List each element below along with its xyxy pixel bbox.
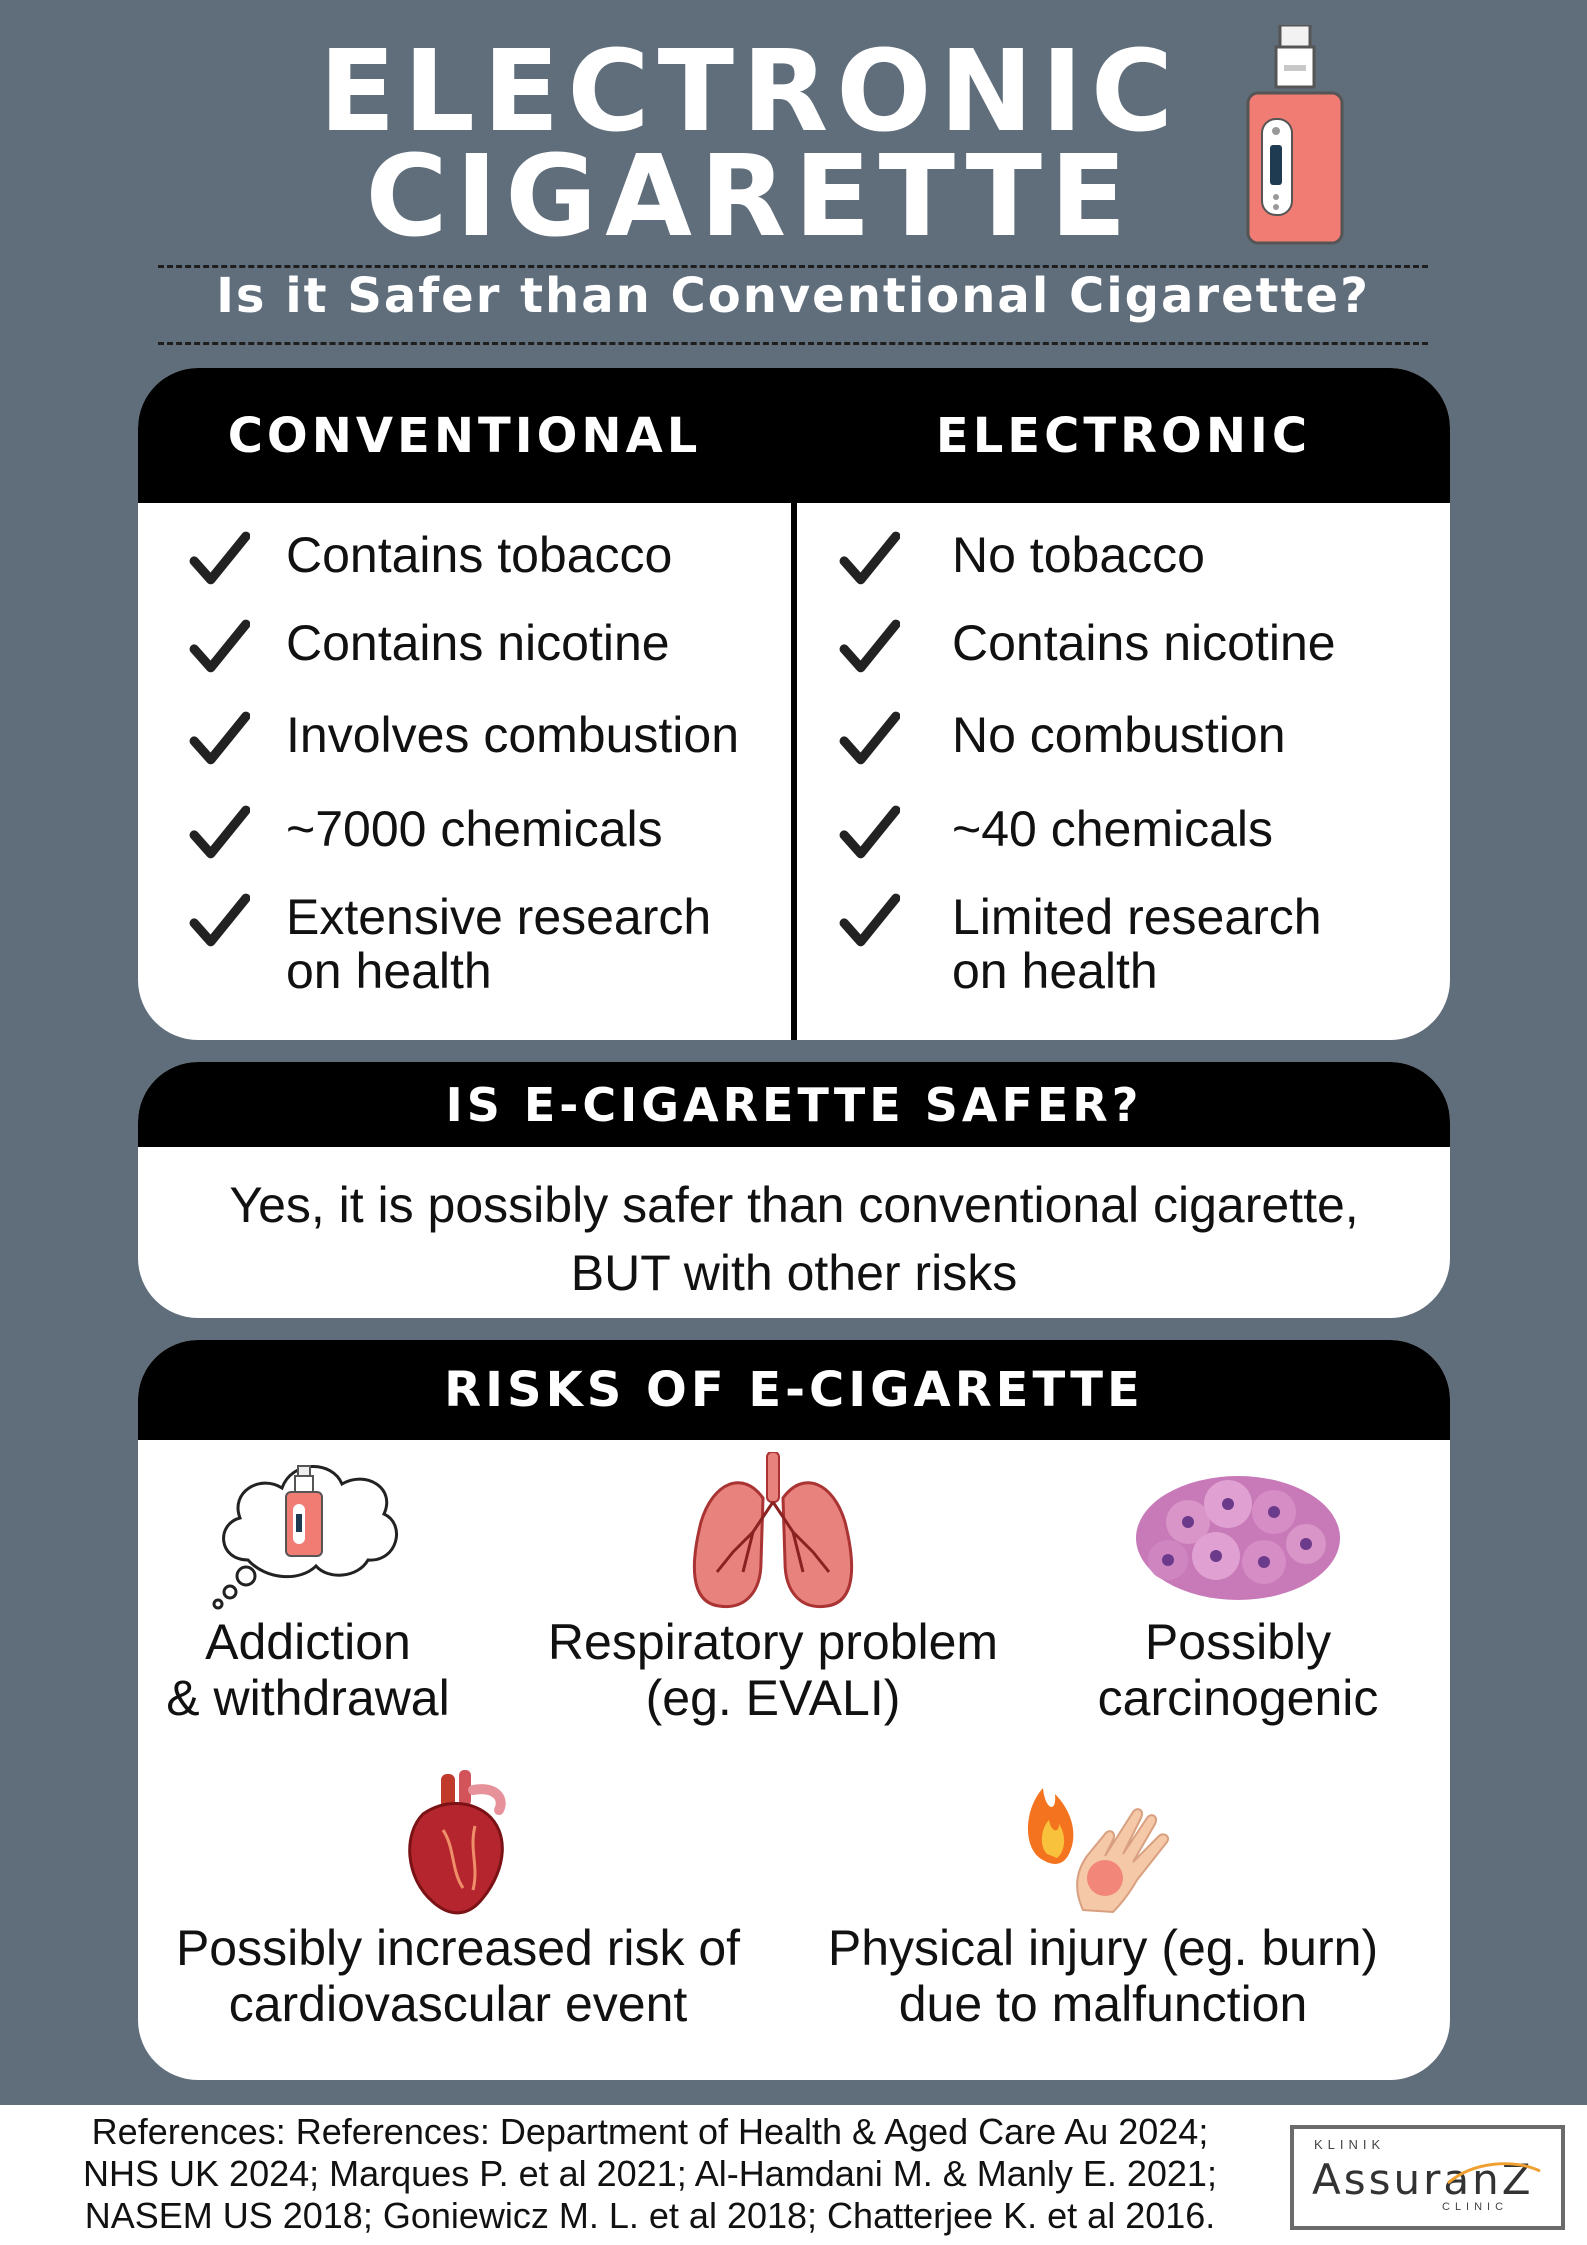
- list-item: [188, 616, 670, 678]
- list-item: [838, 708, 1286, 770]
- cancer-cells-icon: [1128, 1452, 1348, 1614]
- list-item: [838, 890, 1372, 998]
- risk-physical-injury: [808, 1770, 1398, 2032]
- check-icon: [838, 890, 900, 952]
- risk-label-line-1: Possibly increased risk of: [175, 1920, 741, 1976]
- clinic-logo: [1290, 2125, 1565, 2230]
- item-label: Contains nicotine: [286, 615, 670, 671]
- list-item: [188, 890, 726, 998]
- burned-hand-icon: [1013, 1770, 1193, 1920]
- item-label: No tobacco: [952, 527, 1205, 583]
- risk-label-line-2: due to malfunction: [898, 1976, 1308, 2032]
- references-line-3: NASEM US 2018; Goniewicz M. L. et al 2018; Chatterjee K. et al 2016.: [84, 2195, 1216, 2236]
- logo-swoosh-icon: [1444, 2157, 1544, 2187]
- item-label: Contains nicotine: [952, 615, 1336, 671]
- item-label: Contains tobacco: [286, 527, 673, 583]
- risk-cardiovascular: [158, 1770, 758, 2032]
- electronic-heading: ELECTRONIC: [797, 368, 1450, 503]
- title-line-1: ELECTRONIC: [318, 27, 1182, 157]
- risks-card: [138, 1340, 1450, 2080]
- check-icon: [188, 802, 250, 864]
- risks-heading: RISKS OF E-CIGARETTE: [138, 1340, 1450, 1440]
- item-label: ~7000 chemicals: [286, 801, 663, 857]
- item-label: Extensive research on health: [286, 889, 712, 999]
- subtitle: Is it Safer than Conventional Cigarette?: [216, 268, 1370, 324]
- item-label: Limited research on health: [952, 889, 1322, 999]
- safer-line-1: Yes, it is possibly safer than conventional cigarette,: [229, 1177, 1359, 1233]
- risk-carcinogenic: [1078, 1452, 1398, 1726]
- vape-device-icon: [1240, 25, 1350, 245]
- risk-label-line-1: Possibly: [1144, 1614, 1332, 1670]
- risk-label-line-1: Physical injury (eg. burn): [827, 1920, 1379, 1976]
- safer-card: [138, 1062, 1450, 1318]
- check-icon: [838, 708, 900, 770]
- list-item: [838, 802, 1273, 864]
- comparison-card: [138, 368, 1450, 1040]
- risk-label-line-2: cardiovascular event: [228, 1976, 688, 2032]
- conventional-heading: CONVENTIONAL: [138, 368, 791, 503]
- check-icon: [838, 802, 900, 864]
- page-title: [250, 27, 1250, 262]
- check-icon: [838, 528, 900, 590]
- thought-bubble-vape-icon: [208, 1452, 408, 1614]
- risk-respiratory: [538, 1452, 1008, 1726]
- risk-label-line-1: Respiratory problem: [547, 1614, 999, 1670]
- risk-label-line-2: carcinogenic: [1097, 1670, 1379, 1726]
- item-label: No combustion: [952, 707, 1286, 763]
- check-icon: [188, 528, 250, 590]
- check-icon: [188, 616, 250, 678]
- risk-label-line-2: & withdrawal: [166, 1670, 450, 1726]
- title-line-2: CIGARETTE: [365, 132, 1135, 262]
- safer-answer: [138, 1147, 1450, 1307]
- list-item: [838, 616, 1336, 678]
- list-item: [188, 708, 739, 770]
- check-icon: [838, 616, 900, 678]
- check-icon: [188, 890, 250, 952]
- logo-sub-text: CLINIC: [1442, 2201, 1509, 2213]
- footer: [0, 2105, 1587, 2245]
- list-item: [188, 528, 672, 590]
- dashed-divider-bottom: [158, 342, 1428, 345]
- references-line-1: References: References: Department of Health & Aged Care Au 2024;: [91, 2111, 1209, 2152]
- references: [30, 2111, 1270, 2237]
- list-item: [188, 802, 663, 864]
- safer-heading: IS E-CIGARETTE SAFER?: [138, 1062, 1450, 1147]
- column-divider: [791, 368, 797, 1040]
- logo-name: AssuranZ: [1312, 2155, 1534, 2204]
- heart-icon: [403, 1770, 513, 1920]
- item-label: ~40 chemicals: [952, 801, 1273, 857]
- logo-top-text: KLINIK: [1314, 2137, 1386, 2152]
- risk-label-line-1: Addiction: [205, 1614, 411, 1670]
- safer-line-2: BUT with other risks: [570, 1245, 1018, 1301]
- item-label: Involves combustion: [286, 707, 740, 763]
- list-item: [838, 528, 1205, 590]
- check-icon: [188, 708, 250, 770]
- risk-label-line-2: (eg. EVALI): [645, 1670, 901, 1726]
- lungs-icon: [683, 1452, 863, 1614]
- risk-addiction: [158, 1452, 458, 1726]
- references-line-2: NHS UK 2024; Marques P. et al 2021; Al-Hamdani M. & Manly E. 2021;: [83, 2153, 1217, 2194]
